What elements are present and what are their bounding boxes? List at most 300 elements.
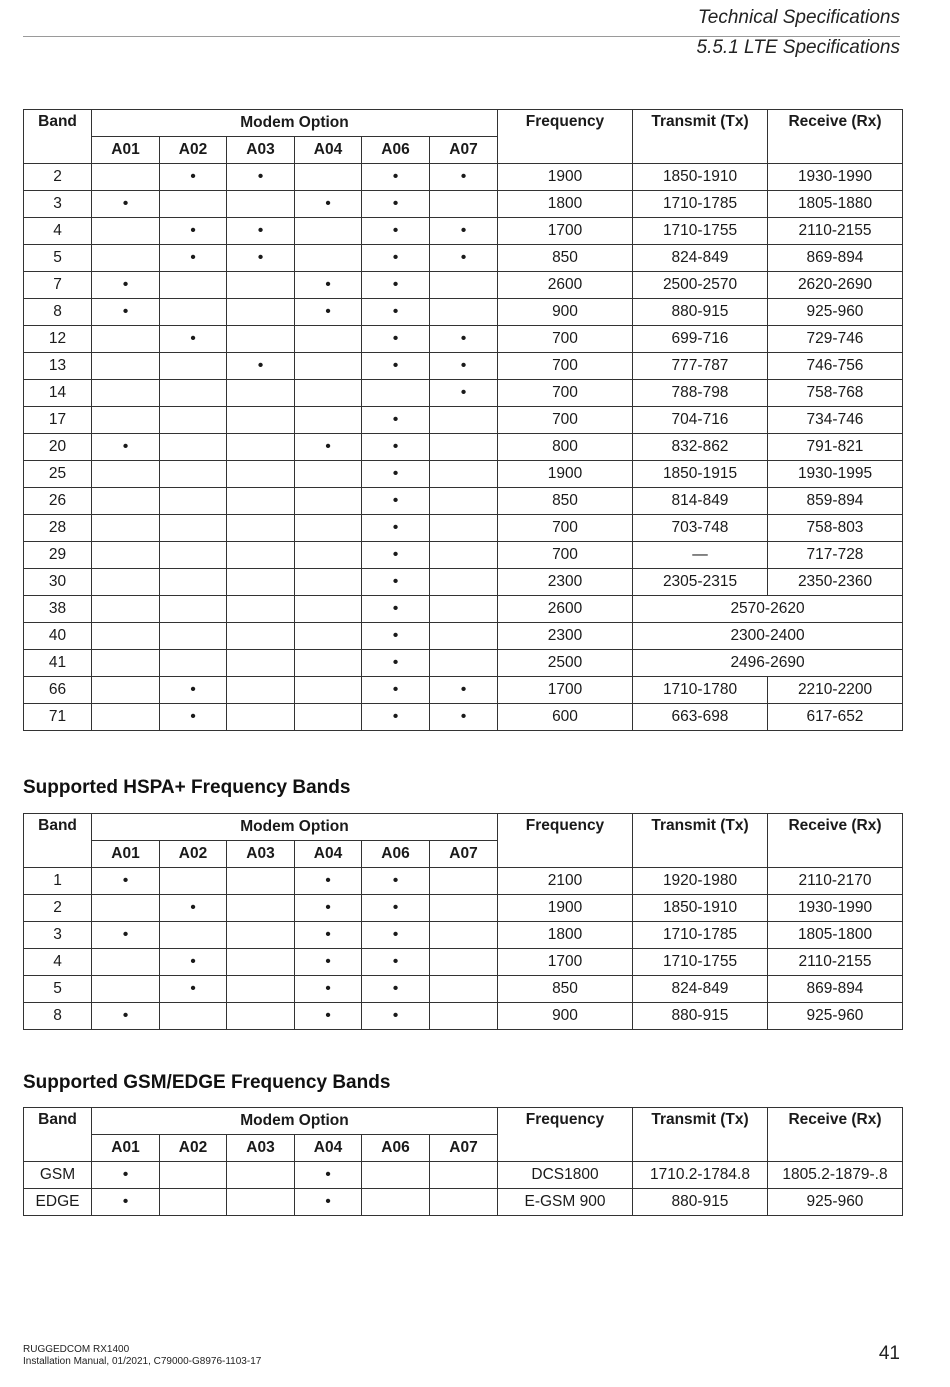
option-header-a01: A01 <box>92 841 160 868</box>
support-bullet: • <box>122 195 129 212</box>
frequency-cell: 2100 <box>498 868 633 895</box>
table-row <box>24 650 903 677</box>
band-cell: 41 <box>24 650 92 677</box>
band-cell: 20 <box>24 434 92 461</box>
support-bullet: • <box>392 303 399 320</box>
support-bullet: • <box>122 1193 129 1210</box>
receive-header: Receive (Rx) <box>768 1108 903 1162</box>
support-bullet: • <box>325 303 331 320</box>
support-bullet: • <box>190 980 196 997</box>
band-cell: 28 <box>24 515 92 542</box>
option-header-a02: A02 <box>160 137 227 164</box>
option-cell <box>295 677 362 704</box>
option-cell <box>227 191 295 218</box>
option-cell <box>362 542 430 569</box>
support-bullet: • <box>190 249 196 266</box>
option-cell <box>227 922 295 949</box>
option-cell <box>160 299 227 326</box>
table-row <box>24 976 903 1003</box>
gsm-section-title: Supported GSM/EDGE Frequency Bands <box>23 1072 391 1093</box>
transmit-cell: 880-915 <box>633 299 768 326</box>
support-bullet: • <box>392 438 399 455</box>
support-bullet: • <box>392 681 399 698</box>
receive-cell: 1805-1800 <box>768 922 903 949</box>
transmit-cell: 1710-1755 <box>633 949 768 976</box>
option-cell <box>430 677 498 704</box>
option-cell <box>160 164 227 191</box>
transmit-cell: 2500-2570 <box>633 272 768 299</box>
transmit-cell: 1710-1755 <box>633 218 768 245</box>
option-cell <box>227 542 295 569</box>
option-cell <box>362 272 430 299</box>
option-cell <box>160 868 227 895</box>
receive-cell: 717-728 <box>768 542 903 569</box>
transmit-cell: 1710-1785 <box>633 922 768 949</box>
support-bullet: • <box>392 465 399 482</box>
option-cell <box>362 949 430 976</box>
frequency-cell: 700 <box>498 542 633 569</box>
support-bullet: • <box>122 872 129 889</box>
support-bullet: • <box>190 681 196 698</box>
support-bullet: • <box>325 926 331 943</box>
support-bullet: • <box>325 980 331 997</box>
receive-cell: 734-746 <box>768 407 903 434</box>
option-cell <box>227 380 295 407</box>
option-cell <box>227 164 295 191</box>
option-cell <box>295 596 362 623</box>
support-bullet: • <box>392 222 399 239</box>
option-cell <box>92 326 160 353</box>
table-row <box>24 380 903 407</box>
option-header-a04: A04 <box>295 1135 362 1162</box>
option-cell <box>92 245 160 272</box>
support-bullet: • <box>392 357 399 374</box>
option-cell <box>362 515 430 542</box>
option-cell <box>227 677 295 704</box>
table-row <box>24 353 903 380</box>
option-cell <box>92 1189 160 1216</box>
band-cell: 8 <box>24 299 92 326</box>
option-header-a04: A04 <box>295 137 362 164</box>
option-cell <box>92 164 160 191</box>
frequency-cell: 900 <box>498 1003 633 1030</box>
frequency-cell: 2500 <box>498 650 633 677</box>
option-cell <box>160 191 227 218</box>
receive-cell: 1805-1880 <box>768 191 903 218</box>
frequency-cell: 800 <box>498 434 633 461</box>
section-title: 5.5.1 LTE Specifications <box>696 37 900 58</box>
option-cell <box>160 677 227 704</box>
option-cell <box>430 380 498 407</box>
support-bullet: • <box>460 384 467 401</box>
option-cell <box>362 650 430 677</box>
support-bullet: • <box>122 276 129 293</box>
option-cell <box>160 488 227 515</box>
option-cell <box>295 1003 362 1030</box>
support-bullet: • <box>325 899 331 916</box>
option-cell <box>430 434 498 461</box>
option-cell <box>362 976 430 1003</box>
option-cell <box>92 922 160 949</box>
support-bullet: • <box>460 357 467 374</box>
option-cell <box>92 299 160 326</box>
receive-cell: 1805.2-1879-.8 <box>768 1162 903 1189</box>
support-bullet: • <box>392 519 399 536</box>
receive-header: Receive (Rx) <box>768 110 903 164</box>
receive-cell: 869-894 <box>768 976 903 1003</box>
option-cell <box>430 569 498 596</box>
table-row <box>24 488 903 515</box>
option-cell <box>92 191 160 218</box>
band-cell: 3 <box>24 922 92 949</box>
option-cell <box>160 380 227 407</box>
table-row <box>24 569 903 596</box>
tx-rx-cell: 2496-2690 <box>633 650 903 677</box>
frequency-cell: 900 <box>498 299 633 326</box>
support-bullet: • <box>392 654 399 671</box>
band-cell: 1 <box>24 868 92 895</box>
option-cell <box>227 407 295 434</box>
support-bullet: • <box>122 1007 129 1024</box>
option-cell <box>430 191 498 218</box>
support-bullet: • <box>392 492 399 509</box>
option-cell <box>227 704 295 731</box>
option-cell <box>160 596 227 623</box>
option-cell <box>295 623 362 650</box>
support-bullet: • <box>325 872 331 889</box>
lte-bands-table <box>23 109 903 731</box>
option-cell <box>160 326 227 353</box>
option-cell <box>160 976 227 1003</box>
band-cell: 71 <box>24 704 92 731</box>
option-cell <box>227 976 295 1003</box>
option-cell <box>430 353 498 380</box>
option-cell <box>92 353 160 380</box>
band-cell: 2 <box>24 164 92 191</box>
table-row <box>24 461 903 488</box>
support-bullet: • <box>325 438 331 455</box>
support-bullet: • <box>190 899 196 916</box>
chapter-title: Technical Specifications <box>697 7 900 28</box>
header-row <box>24 814 903 841</box>
option-cell <box>92 1003 160 1030</box>
band-cell: 7 <box>24 272 92 299</box>
support-bullet: • <box>392 708 399 725</box>
option-cell <box>430 704 498 731</box>
transmit-cell: 824-849 <box>633 245 768 272</box>
option-cell <box>295 434 362 461</box>
support-bullet: • <box>325 1193 331 1210</box>
option-cell <box>362 299 430 326</box>
support-bullet: • <box>325 1166 331 1183</box>
option-cell <box>362 596 430 623</box>
transmit-cell: — <box>633 542 768 569</box>
support-bullet: • <box>325 276 331 293</box>
support-bullet: • <box>392 600 399 617</box>
option-cell <box>160 1003 227 1030</box>
option-cell <box>160 650 227 677</box>
frequency-cell: 1900 <box>498 895 633 922</box>
table-row <box>24 326 903 353</box>
support-bullet: • <box>257 357 264 374</box>
option-cell <box>362 569 430 596</box>
option-cell <box>227 868 295 895</box>
modem-option-header: Modem Option <box>92 814 498 841</box>
frequency-cell: 1700 <box>498 949 633 976</box>
option-cell <box>92 677 160 704</box>
support-bullet: • <box>190 330 196 347</box>
frequency-cell: 1800 <box>498 922 633 949</box>
option-cell <box>295 164 362 191</box>
band-cell: 4 <box>24 949 92 976</box>
band-cell: 26 <box>24 488 92 515</box>
table-row <box>24 299 903 326</box>
option-cell <box>362 922 430 949</box>
support-bullet: • <box>460 249 467 266</box>
support-bullet: • <box>392 249 399 266</box>
transmit-cell: 824-849 <box>633 976 768 1003</box>
table-row <box>24 245 903 272</box>
option-cell <box>295 569 362 596</box>
option-cell <box>295 895 362 922</box>
option-cell <box>227 623 295 650</box>
table-row <box>24 515 903 542</box>
option-header-a02: A02 <box>160 1135 227 1162</box>
frequency-cell: 2600 <box>498 596 633 623</box>
frequency-cell: 2600 <box>498 272 633 299</box>
frequency-cell: E-GSM 900 <box>498 1189 633 1216</box>
option-cell <box>160 569 227 596</box>
option-cell <box>227 596 295 623</box>
option-cell <box>430 515 498 542</box>
frequency-cell: 700 <box>498 353 633 380</box>
receive-cell: 1930-1990 <box>768 895 903 922</box>
transmit-cell: 1850-1910 <box>633 895 768 922</box>
band-cell: 40 <box>24 623 92 650</box>
transmit-cell: 788-798 <box>633 380 768 407</box>
support-bullet: • <box>122 438 129 455</box>
frequency-cell: 1700 <box>498 677 633 704</box>
option-cell <box>92 949 160 976</box>
hspa-bands-table <box>23 813 903 1030</box>
option-cell <box>295 218 362 245</box>
table-row <box>24 1003 903 1030</box>
option-cell <box>160 623 227 650</box>
band-cell: 5 <box>24 976 92 1003</box>
receive-cell: 925-960 <box>768 299 903 326</box>
tx-rx-cell: 2570-2620 <box>633 596 903 623</box>
option-cell <box>160 218 227 245</box>
transmit-cell: 1920-1980 <box>633 868 768 895</box>
support-bullet: • <box>392 1007 399 1024</box>
option-header-a07: A07 <box>430 1135 498 1162</box>
option-cell <box>160 949 227 976</box>
footer-doc-info <box>23 1344 261 1368</box>
transmit-cell: 832-862 <box>633 434 768 461</box>
support-bullet: • <box>460 222 467 239</box>
support-bullet: • <box>257 168 264 185</box>
transmit-header: Transmit (Tx) <box>633 1108 768 1162</box>
option-cell <box>362 704 430 731</box>
option-cell <box>430 488 498 515</box>
band-cell: 3 <box>24 191 92 218</box>
option-cell <box>160 461 227 488</box>
receive-cell: 925-960 <box>768 1189 903 1216</box>
transmit-header: Transmit (Tx) <box>633 814 768 868</box>
option-cell <box>362 895 430 922</box>
receive-cell: 869-894 <box>768 245 903 272</box>
option-cell <box>430 1162 498 1189</box>
receive-cell: 859-894 <box>768 488 903 515</box>
table-row <box>24 164 903 191</box>
support-bullet: • <box>257 249 264 266</box>
table-row <box>24 407 903 434</box>
option-cell <box>295 326 362 353</box>
frequency-cell: 2300 <box>498 623 633 650</box>
option-cell <box>430 542 498 569</box>
option-header-a07: A07 <box>430 137 498 164</box>
option-cell <box>92 976 160 1003</box>
band-cell: 8 <box>24 1003 92 1030</box>
option-cell <box>295 922 362 949</box>
transmit-cell: 1850-1910 <box>633 164 768 191</box>
option-cell <box>160 1162 227 1189</box>
frequency-cell: 700 <box>498 407 633 434</box>
option-cell <box>430 461 498 488</box>
option-header-a06: A06 <box>362 841 430 868</box>
receive-cell: 2620-2690 <box>768 272 903 299</box>
option-cell <box>160 704 227 731</box>
option-cell <box>362 868 430 895</box>
option-header-a06: A06 <box>362 137 430 164</box>
support-bullet: • <box>392 872 399 889</box>
option-cell <box>362 164 430 191</box>
receive-cell: 746-756 <box>768 353 903 380</box>
frequency-cell: 1800 <box>498 191 633 218</box>
band-cell: EDGE <box>24 1189 92 1216</box>
transmit-cell: 814-849 <box>633 488 768 515</box>
option-cell <box>362 191 430 218</box>
option-cell <box>362 380 430 407</box>
option-cell <box>160 434 227 461</box>
support-bullet: • <box>392 627 399 644</box>
option-cell <box>295 650 362 677</box>
option-cell <box>92 218 160 245</box>
option-cell <box>92 380 160 407</box>
option-cell <box>295 949 362 976</box>
band-cell: 2 <box>24 895 92 922</box>
receive-cell: 2110-2155 <box>768 218 903 245</box>
support-bullet: • <box>392 980 399 997</box>
option-cell <box>295 245 362 272</box>
option-header-a03: A03 <box>227 841 295 868</box>
option-cell <box>227 650 295 677</box>
band-cell: 14 <box>24 380 92 407</box>
gsm-edge-bands-table <box>23 1107 903 1216</box>
frequency-cell: 850 <box>498 488 633 515</box>
option-header-a01: A01 <box>92 137 160 164</box>
support-bullet: • <box>392 411 399 428</box>
support-bullet: • <box>392 953 399 970</box>
hspa-section-title: Supported HSPA+ Frequency Bands <box>23 777 351 798</box>
support-bullet: • <box>460 330 467 347</box>
option-cell <box>430 596 498 623</box>
support-bullet: • <box>392 276 399 293</box>
option-cell <box>227 353 295 380</box>
receive-header: Receive (Rx) <box>768 814 903 868</box>
option-cell <box>160 515 227 542</box>
band-header: Band <box>24 110 92 164</box>
option-cell <box>362 218 430 245</box>
header-row <box>24 110 903 137</box>
support-bullet: • <box>392 168 399 185</box>
frequency-cell: 700 <box>498 515 633 542</box>
option-cell <box>362 245 430 272</box>
support-bullet: • <box>392 195 399 212</box>
option-header-a01: A01 <box>92 1135 160 1162</box>
option-cell <box>227 1189 295 1216</box>
support-bullet: • <box>460 708 467 725</box>
frequency-header: Frequency <box>498 1108 633 1162</box>
option-cell <box>92 895 160 922</box>
option-cell <box>430 650 498 677</box>
option-cell <box>430 922 498 949</box>
frequency-cell: DCS1800 <box>498 1162 633 1189</box>
tx-rx-cell: 2300-2400 <box>633 623 903 650</box>
footer-product: RUGGEDCOM RX1400 <box>23 1344 130 1355</box>
option-cell <box>362 353 430 380</box>
option-cell <box>92 596 160 623</box>
band-cell: 12 <box>24 326 92 353</box>
option-cell <box>227 1003 295 1030</box>
option-cell <box>92 704 160 731</box>
option-cell <box>295 299 362 326</box>
band-cell: 38 <box>24 596 92 623</box>
option-cell <box>295 461 362 488</box>
frequency-cell: 700 <box>498 380 633 407</box>
frequency-header: Frequency <box>498 814 633 868</box>
option-cell <box>362 326 430 353</box>
transmit-cell: 704-716 <box>633 407 768 434</box>
table-row <box>24 1189 903 1216</box>
frequency-cell: 700 <box>498 326 633 353</box>
option-cell <box>160 353 227 380</box>
option-cell <box>92 434 160 461</box>
receive-cell: 729-746 <box>768 326 903 353</box>
option-header-a07: A07 <box>430 841 498 868</box>
option-cell <box>227 272 295 299</box>
option-header-a02: A02 <box>160 841 227 868</box>
option-cell <box>362 461 430 488</box>
option-cell <box>227 299 295 326</box>
transmit-cell: 880-915 <box>633 1003 768 1030</box>
footer-manual: Installation Manual, 01/2021, C79000-G8976-1103-17 <box>23 1356 262 1367</box>
option-cell <box>160 245 227 272</box>
table-row <box>24 542 903 569</box>
table-row <box>24 623 903 650</box>
table-row <box>24 704 903 731</box>
option-cell <box>362 1189 430 1216</box>
option-cell <box>227 569 295 596</box>
table-row <box>24 272 903 299</box>
transmit-cell: 1710-1780 <box>633 677 768 704</box>
frequency-cell: 1900 <box>498 461 633 488</box>
table-row <box>24 895 903 922</box>
option-cell <box>227 488 295 515</box>
transmit-cell: 699-716 <box>633 326 768 353</box>
support-bullet: • <box>122 926 129 943</box>
receive-cell: 617-652 <box>768 704 903 731</box>
